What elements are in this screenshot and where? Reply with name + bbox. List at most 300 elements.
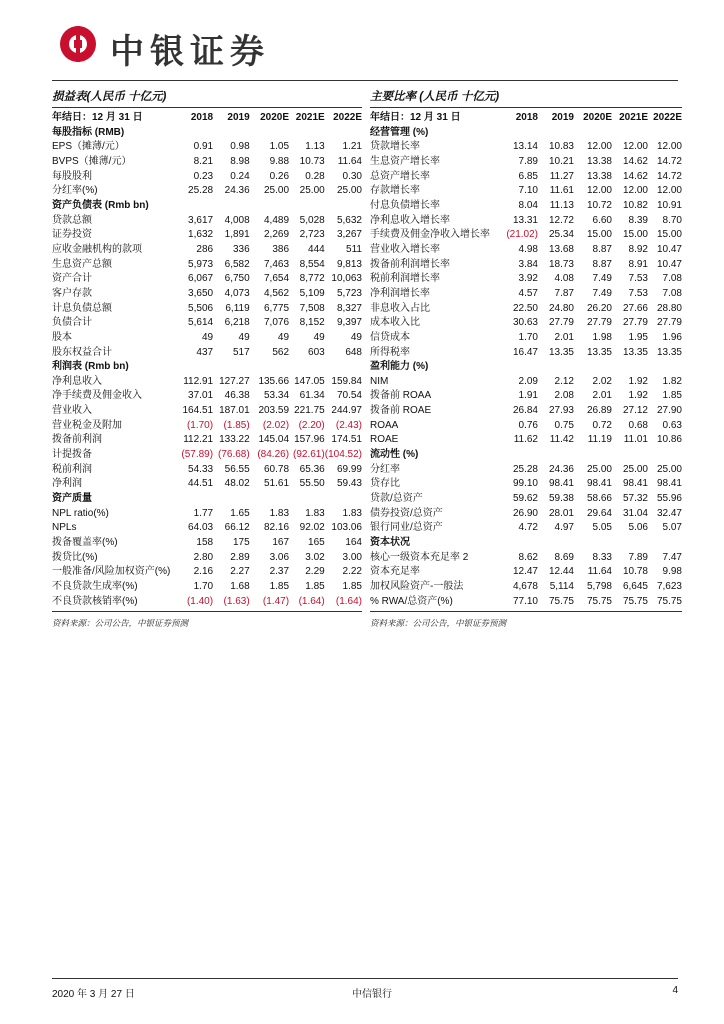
table-cell: 69.99: [336, 463, 362, 475]
table-cell: 55.50: [299, 478, 325, 490]
table-cell: 26.90: [512, 507, 538, 519]
table-cell: 164.51: [182, 405, 214, 417]
table-cell: 133.22: [219, 434, 250, 446]
table-cell: 5,973: [188, 258, 214, 270]
row-label: 非息收入占比: [370, 302, 430, 314]
table-row: [52, 463, 362, 478]
row-label: 核心一级资本充足率 2: [370, 551, 469, 563]
table-cell: 7.49: [592, 287, 612, 299]
table-row: [52, 170, 362, 185]
column-header-year: 2018: [515, 112, 538, 123]
table-cell: 2.02: [592, 375, 612, 387]
row-label: 净利润增长率: [370, 287, 430, 299]
row-label: 资产合计: [52, 273, 92, 285]
company-name: 中信银行: [352, 989, 392, 1000]
row-label: 总资产增长率: [370, 170, 430, 182]
table-cell: 8.69: [554, 551, 574, 563]
row-label: 拨备覆盖率(%): [52, 537, 118, 549]
table-cell: (1.64): [298, 595, 325, 607]
table-cell: 10.21: [548, 155, 574, 167]
table-row: [52, 404, 362, 419]
row-label: 净利息收入: [52, 375, 102, 387]
table-cell: 59.43: [336, 478, 362, 490]
table-cell: 27.90: [656, 405, 682, 417]
table-row: [370, 272, 682, 287]
table-cell: 1.68: [230, 581, 250, 592]
table-cell: 25.28: [512, 463, 538, 475]
table-cell: 48.02: [224, 478, 250, 490]
table-cell: 11.42: [549, 434, 574, 446]
table-cell: 70.54: [336, 390, 362, 402]
table-cell: 54.33: [188, 463, 214, 475]
table-cell: 7,623: [656, 581, 682, 592]
table-cell: 1,632: [188, 229, 214, 241]
row-label: 证券投资: [52, 229, 92, 241]
table-cell: 167: [272, 537, 290, 549]
table-cell: 10.82: [622, 199, 648, 211]
table-cell: 99.10: [512, 478, 538, 490]
table-cell: 59.38: [548, 493, 574, 505]
section-header-row: [52, 360, 362, 375]
column-header-year: 2019: [227, 112, 250, 123]
table-cell: 59.62: [512, 493, 538, 505]
row-label: ROAA: [370, 419, 399, 431]
table-cell: 648: [345, 346, 362, 358]
table-cell: 98.41: [656, 478, 682, 490]
row-label: 营业税金及附加: [52, 419, 122, 431]
table-cell: 13.35: [548, 346, 574, 358]
table-cell: 2.08: [554, 390, 574, 402]
row-label: 股本: [52, 331, 72, 343]
table-cell: 56.55: [224, 463, 250, 475]
table-cell: 11.19: [587, 434, 612, 446]
section-header-row: [370, 448, 682, 463]
table-cell: 0.72: [592, 419, 612, 431]
source-note: 资料来源：公司公告，中银证券预测: [52, 618, 189, 629]
table-cell: 11.62: [513, 434, 538, 446]
table-cell: 3,650: [188, 287, 214, 299]
table-row: [370, 184, 682, 199]
section-header-row: [370, 360, 682, 375]
table-cell: 27.66: [622, 302, 648, 314]
table-row: [370, 346, 682, 361]
table-cell: 1.96: [662, 331, 682, 343]
column-header-year: 2022E: [653, 112, 682, 123]
table-cell: (1.64): [335, 595, 362, 607]
table-row: [370, 492, 682, 507]
table-cell: 5.06: [628, 522, 648, 534]
column-header-label: 年结日：12 月 31 日: [52, 112, 143, 123]
brand-name: 中银证券: [110, 32, 270, 72]
table-cell: 13.35: [622, 346, 648, 358]
table-cell: 5,114: [549, 581, 574, 592]
table-cell: 10,063: [331, 273, 362, 285]
table-row: [52, 448, 362, 463]
table-row: [370, 228, 682, 243]
table-cell: 11.13: [549, 199, 574, 211]
table-cell: 8,152: [299, 317, 325, 329]
table-cell: 57.32: [622, 493, 648, 505]
table-cell: 51.61: [264, 478, 290, 490]
table-cell: 29.64: [586, 507, 612, 519]
table-cell: 2.01: [592, 390, 612, 402]
table-cell: 1.21: [342, 141, 362, 153]
table-cell: 61.34: [299, 390, 325, 402]
row-label: 贷款增长率: [370, 141, 420, 153]
table-cell: 6,218: [224, 317, 250, 329]
table-cell: 5,614: [188, 317, 214, 329]
table-cell: 5.07: [662, 522, 682, 534]
table-cell: 4.57: [518, 287, 538, 299]
table-cell: 13.35: [656, 346, 682, 358]
table-cell: 0.75: [554, 419, 574, 431]
table-cell: (1.85): [223, 419, 250, 431]
table-row: [370, 595, 682, 610]
column-header-year: 2020E: [260, 112, 290, 123]
table-cell: 7,463: [264, 258, 290, 270]
table-cell: 244.97: [331, 405, 362, 417]
table-row: [52, 184, 362, 199]
table-row: [52, 140, 362, 155]
table-cell: 49: [238, 331, 250, 343]
table-cell: 7.53: [628, 273, 648, 285]
table-cell: 25.00: [586, 463, 612, 475]
table-cell: 27.93: [548, 405, 574, 417]
row-label: 分红率: [370, 463, 400, 475]
table-cell: (21.02): [506, 229, 538, 241]
column-header-year: 2021E: [619, 112, 648, 123]
row-label: 计息负债总额: [52, 302, 112, 314]
row-label: 银行同业/总资产: [370, 522, 443, 534]
table-row: [52, 346, 362, 361]
table-row: [52, 507, 362, 522]
row-label: 存款增长率: [370, 185, 420, 197]
table-cell: 12.00: [622, 141, 648, 153]
table-cell: 28.80: [656, 302, 682, 314]
table-row: [370, 170, 682, 185]
table-cell: 2,269: [264, 229, 290, 241]
table-cell: 13.68: [548, 243, 574, 255]
section-header-row: [52, 199, 362, 214]
table-cell: 11.01: [623, 434, 648, 446]
table-cell: 10.47: [656, 243, 682, 255]
row-label: BVPS（摊薄/元）: [52, 155, 132, 167]
table-cell: 25.00: [299, 185, 325, 197]
table-cell: 2.37: [269, 566, 290, 578]
table-cell: (104.52): [324, 449, 362, 461]
table-cell: 8.70: [662, 214, 682, 226]
table-cell: 37.01: [188, 390, 214, 402]
table-cell: 12.00: [656, 185, 682, 197]
table-row: [52, 477, 362, 492]
column-header-year: 2022E: [333, 112, 362, 123]
table-cell: 187.01: [219, 405, 250, 417]
table-cell: 1.92: [628, 390, 648, 402]
table-cell: 4,073: [224, 287, 250, 299]
section-title: 资产负债表 (Rmb bn): [52, 199, 149, 211]
table-row: [370, 155, 682, 170]
table-cell: 15.00: [622, 229, 648, 241]
table-cell: 3.92: [518, 273, 538, 285]
row-label: 股东权益合计: [52, 346, 112, 358]
table-cell: 8.87: [592, 258, 612, 270]
table-cell: 7.89: [518, 155, 538, 167]
table-cell: 6,119: [225, 302, 250, 314]
table-cell: 175: [232, 537, 250, 549]
report-date: 2020 年 3 月 27 日: [52, 989, 135, 1000]
table-cell: 5.05: [592, 522, 612, 534]
table-cell: 98.41: [622, 478, 648, 490]
table-cell: 6,645: [622, 581, 648, 592]
table-cell: 6,775: [264, 302, 290, 314]
table-row: [370, 507, 682, 522]
table-cell: (1.63): [223, 595, 250, 607]
table-cell: (1.47): [262, 595, 290, 607]
table-cell: 7.87: [554, 287, 574, 299]
table-cell: 13.38: [586, 170, 612, 182]
table-row: [370, 287, 682, 302]
table-cell: 4,008: [224, 214, 250, 226]
income-statement-panel: [52, 88, 362, 629]
table-cell: 75.75: [622, 595, 648, 607]
table-cell: 9.88: [269, 155, 290, 167]
table-cell: 13.14: [512, 141, 538, 153]
row-label: 贷存比: [370, 478, 400, 490]
row-label: 资本充足率: [370, 566, 420, 578]
row-label: 贷款总额: [52, 214, 92, 226]
section-header-row: [52, 492, 362, 507]
table-cell: 49: [350, 331, 362, 343]
table-cell: 7,508: [299, 302, 325, 314]
table-cell: 0.98: [230, 141, 250, 153]
table-row: [370, 521, 682, 536]
table-cell: 5,632: [336, 214, 362, 226]
table-cell: 0.28: [305, 170, 325, 182]
table-cell: 2.09: [518, 375, 538, 387]
table-cell: 159.84: [331, 375, 362, 387]
table-cell: 444: [308, 243, 325, 255]
section-title: 每股指标 (RMB): [52, 126, 125, 138]
table-cell: 4.98: [518, 243, 538, 255]
table-cell: 1.85: [305, 581, 325, 592]
table-row: [52, 580, 362, 595]
row-label: 税前利润增长率: [370, 273, 440, 285]
table-cell: 8,327: [336, 302, 362, 314]
table-cell: 10.78: [622, 566, 648, 578]
section-title: 资本状况: [370, 537, 410, 549]
table-cell: 1.65: [230, 507, 250, 519]
table-row: [370, 302, 682, 317]
table-cell: 7.47: [662, 551, 682, 563]
table-cell: 8.98: [230, 155, 250, 167]
table-cell: 10.73: [299, 155, 325, 167]
table-cell: 603: [308, 346, 325, 358]
table-cell: 112.21: [183, 434, 214, 446]
table-cell: 10.72: [586, 199, 612, 211]
row-label: 拨备前 ROAA: [370, 390, 432, 402]
table-cell: 4,562: [264, 287, 290, 299]
table-cell: 14.72: [656, 170, 682, 182]
table-row: [370, 580, 682, 595]
table-cell: 2.16: [193, 566, 214, 578]
row-label: 应收金融机构的款项: [52, 243, 142, 255]
table-row: [52, 302, 362, 317]
table-row: [370, 316, 682, 331]
income-statement-table: [52, 111, 362, 609]
table-row: [370, 243, 682, 258]
table-cell: 7.53: [628, 287, 648, 299]
table-cell: 112.91: [183, 375, 214, 387]
key-ratios-table: [370, 111, 682, 609]
table-cell: 1.85: [662, 390, 682, 402]
table-cell: 26.84: [512, 405, 538, 417]
table-cell: 3.02: [305, 551, 325, 563]
table-cell: 24.36: [548, 463, 574, 475]
table-row: [52, 214, 362, 229]
row-label: 拨备前利润: [52, 434, 102, 446]
table-cell: 53.34: [264, 390, 290, 402]
row-label: 拨贷比(%): [52, 551, 98, 563]
header-divider: [52, 80, 678, 81]
table-cell: 336: [232, 243, 250, 255]
table-cell: 8.62: [518, 551, 538, 563]
table-row: [52, 536, 362, 551]
table-cell: 1.82: [662, 375, 682, 387]
table-row: [52, 389, 362, 404]
table-cell: 0.24: [230, 170, 250, 182]
table-cell: 65.36: [299, 463, 325, 475]
row-label: 计提拨备: [52, 449, 92, 461]
table-cell: 3.84: [518, 258, 538, 270]
row-label: 加权风险资产-一般法: [370, 581, 464, 592]
row-label: 信贷成本: [370, 331, 410, 343]
table-cell: 2.80: [193, 551, 214, 563]
table-row: [370, 477, 682, 492]
table-cell: 12.00: [622, 185, 648, 197]
table-cell: 8.87: [592, 243, 612, 255]
table-cell: 11.64: [587, 566, 612, 578]
table-cell: 13.35: [586, 346, 612, 358]
table-row: [370, 433, 682, 448]
table-cell: 164: [345, 537, 362, 549]
row-label: 成本收入比: [370, 317, 420, 329]
table-cell: 3.06: [269, 551, 290, 563]
table-cell: 75.75: [548, 595, 574, 607]
row-label: 营业收入: [52, 405, 92, 417]
table-row: [370, 404, 682, 419]
table-cell: 14.72: [656, 155, 682, 167]
table-cell: 25.00: [656, 463, 682, 475]
table-cell: 2.22: [342, 566, 362, 578]
table-cell: (84.26): [257, 449, 290, 461]
section-header-row: [370, 126, 682, 141]
table-header-row: [52, 111, 362, 126]
row-label: 生息资产总额: [52, 258, 112, 270]
table-cell: 11.61: [549, 185, 574, 197]
table-cell: (1.40): [186, 595, 214, 607]
table-cell: 8,554: [299, 258, 325, 270]
section-header-row: [52, 126, 362, 141]
table-cell: 1.91: [518, 390, 538, 402]
table-cell: 46.38: [224, 390, 250, 402]
table-cell: 6,750: [224, 273, 250, 285]
table-cell: 25.28: [188, 185, 214, 197]
table-cell: 26.89: [586, 405, 612, 417]
table-cell: 13.38: [586, 155, 612, 167]
bank-logo-icon: [60, 26, 96, 62]
table-header-row: [370, 111, 682, 126]
row-label: 一般准备/风险加权资产(%): [52, 566, 171, 578]
panel-title: 损益表(人民币 十亿元): [52, 91, 167, 103]
table-cell: 14.62: [622, 155, 648, 167]
table-cell: 6,067: [188, 273, 214, 285]
column-header-year: 2021E: [295, 112, 325, 123]
table-cell: 32.47: [656, 507, 682, 519]
table-cell: 6,582: [224, 258, 250, 270]
table-row: [52, 155, 362, 170]
row-label: 贷款/总资产: [370, 493, 423, 505]
table-cell: 9,813: [336, 258, 362, 270]
table-cell: 174.51: [331, 434, 362, 446]
row-label: 净利息收入增长率: [370, 214, 450, 226]
table-cell: 15.00: [586, 229, 612, 241]
table-cell: 6.85: [518, 170, 538, 182]
row-label: % RWA/总资产(%): [370, 595, 453, 607]
table-cell: 12.47: [512, 566, 538, 578]
table-cell: 1.85: [269, 581, 290, 592]
row-label: 净手续费及佣金收入: [52, 390, 142, 402]
table-cell: 12.72: [548, 214, 574, 226]
row-label: 债券投资/总资产: [370, 507, 443, 519]
table-row: [370, 463, 682, 478]
table-row: [52, 272, 362, 287]
table-cell: 11.27: [549, 170, 574, 182]
row-label: 净利润: [52, 478, 82, 490]
table-cell: (92.61): [293, 449, 325, 461]
table-cell: 25.00: [622, 463, 648, 475]
row-label: 负债合计: [52, 317, 92, 329]
table-cell: 7.08: [662, 273, 682, 285]
table-cell: 27.79: [548, 317, 574, 329]
table-cell: 103.06: [331, 522, 362, 534]
row-label: 拨备前利润增长率: [370, 258, 450, 270]
table-row: [52, 258, 362, 273]
table-cell: 14.62: [622, 170, 648, 182]
table-cell: 562: [272, 346, 290, 358]
table-row: [52, 331, 362, 346]
table-row: [52, 551, 362, 566]
table-cell: 7,654: [264, 273, 290, 285]
panel-title: 主要比率 (人民币 十亿元): [370, 91, 500, 103]
table-cell: 2.29: [305, 566, 325, 578]
section-title: 利润表 (Rmb bn): [52, 361, 129, 373]
row-label: NPLs: [52, 522, 77, 534]
table-cell: 1.70: [518, 331, 538, 343]
table-cell: 7.10: [518, 185, 538, 197]
key-ratios-panel: [370, 88, 682, 629]
column-header-year: 2020E: [583, 112, 612, 123]
table-cell: 24.80: [548, 302, 574, 314]
table-cell: 8.91: [628, 258, 648, 270]
table-cell: 77.10: [512, 595, 538, 607]
table-cell: 2.89: [230, 551, 250, 563]
table-cell: 13.31: [512, 214, 538, 226]
table-row: [370, 199, 682, 214]
table-cell: 8.33: [592, 551, 612, 563]
table-cell: 4,489: [264, 214, 290, 226]
table-cell: 8.21: [193, 155, 214, 167]
table-cell: 0.68: [628, 419, 648, 431]
